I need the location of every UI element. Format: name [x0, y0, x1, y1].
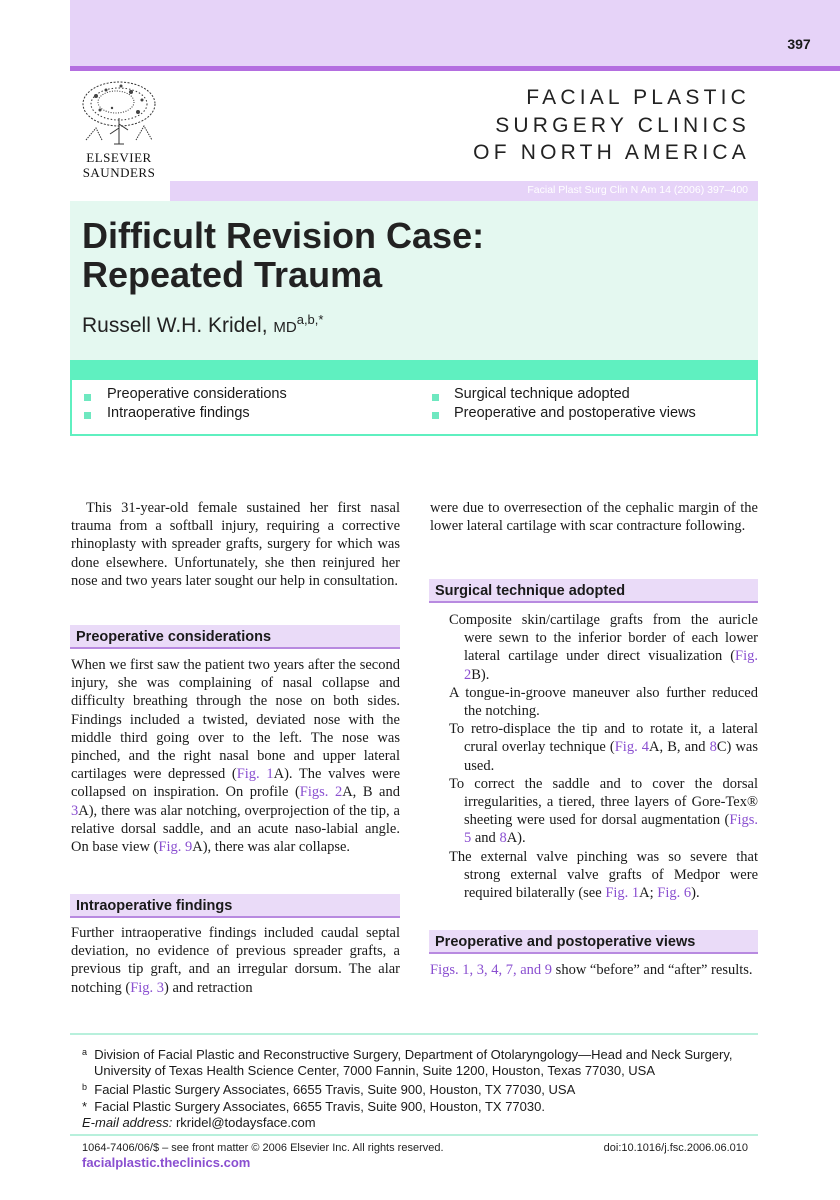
text-run: When we first saw the patient two years after the second injury, she was complaining of nasal collapse and difficulty breathing through the nose on both sides. Findings included a twisted, deviated nose with the middle third going over to the left. The nose was pinched, and the right nasal bone and upper lateral cartilages were depressed (	[71, 657, 400, 783]
text-run: B).	[471, 666, 490, 683]
publisher-wordmark	[74, 150, 164, 180]
email-label: E-mail address:	[82, 1114, 173, 1130]
text-run: ) and retraction	[164, 979, 253, 996]
figure-link[interactable]: Fig. 1	[605, 885, 640, 902]
title-line: Repeated Trauma	[82, 254, 383, 295]
footnote-affiliation-a	[82, 1044, 750, 1079]
journal-name-line: SURGERY CLINICS	[495, 113, 750, 137]
intro-paragraph	[71, 499, 400, 590]
section-heading-preoperative: Preoperative considerations	[70, 625, 400, 649]
bullet-icon	[84, 412, 91, 419]
author-line	[82, 312, 582, 338]
text-run: A).	[506, 830, 526, 847]
bullet-icon	[432, 412, 439, 419]
publisher-line-saunders: SAUNDERS	[82, 165, 156, 180]
views-paragraph	[430, 961, 758, 979]
footnote-text: Facial Plastic Surgery Associates, 6655 Travis, Suite 900, Houston, TX 77030.	[94, 1098, 545, 1114]
bullet-icon	[432, 394, 439, 401]
figure-link[interactable]: Fig. 4	[614, 739, 650, 756]
article-outline	[70, 380, 758, 436]
figure-link[interactable]: 8	[499, 830, 507, 847]
paragraph	[430, 961, 758, 979]
section-heading-technique: Surgical technique adopted	[429, 579, 758, 603]
author-name: Russell W.H. Kridel,	[82, 314, 268, 337]
figure-link[interactable]: 3	[71, 802, 79, 819]
text-run: Composite skin/cartilage grafts from the auricle were sewn to the inferior border of each lower lateral cartilage under direct visualization (	[449, 612, 758, 665]
text-run: A tongue-in-groove maneuver also further reduced the notching.	[449, 684, 758, 720]
text-run: Further intraoperative findings included caudal septal deviation, no evidence of previous spreader grafts, a previous tip graft, and an irregular dorsum. The alar notching (	[71, 925, 400, 996]
text-run: A;	[639, 885, 658, 902]
figure-link[interactable]: Figs. 2	[299, 784, 343, 801]
paragraph	[71, 656, 400, 856]
footnote-mark: b	[82, 1082, 88, 1093]
text-run: show “before” and “after” results.	[552, 962, 753, 978]
technique-list	[449, 611, 758, 902]
journal-citation: Facial Plast Surg Clin N Am 14 (2006) 397–400	[527, 184, 748, 196]
technique-item	[449, 684, 758, 720]
footer-rule	[70, 1134, 758, 1136]
text-run: To correct the saddle and to cover the dorsal irregularities, a tiered, three layers of Gore-Tex® sheeting were used for dorsal augmentation (	[449, 775, 758, 829]
figure-link[interactable]: 8	[709, 739, 717, 756]
figure-link[interactable]: Fig. 6	[657, 885, 692, 902]
bullet-icon	[84, 394, 91, 401]
text-run: and	[471, 830, 500, 847]
header-rule	[70, 66, 840, 71]
journal-site-link[interactable]: facialplastic.theclinics.com	[82, 1155, 251, 1170]
continued-paragraph	[430, 499, 758, 535]
text-run: The external valve pinching was so severe that strong external valve grafts of Medpor were required bilaterally (see	[449, 848, 758, 902]
outline-item-technique[interactable]: Surgical technique adopted	[454, 386, 630, 402]
text-run: A, B, and	[649, 739, 710, 756]
text-run: A), there was alar collapse.	[192, 839, 351, 856]
author-affiliation-marks: a,b,*	[296, 312, 324, 327]
publisher-line-elsevier: ELSEVIER	[86, 150, 152, 165]
article-title	[82, 216, 722, 294]
figure-link[interactable]: Fig. 1	[236, 766, 274, 783]
paragraph: This 31-year-old female sustained her first nasal trauma from a softball injury, requiring a corrective rhinoplasty with spreader grafts, surgery for which was done elsewhere. Unfortunately, she then reinjured her nose and two years later sought our help in consultation.	[71, 500, 400, 589]
preoperative-paragraph	[71, 656, 400, 856]
copyright-notice: 1064-7406/06/$ – see front matter © 2006 Elsevier Inc. All rights reserved.	[82, 1142, 444, 1154]
title-line: Difficult Revision Case:	[82, 215, 485, 256]
text-run: To retro-displace the tip and to rotate it, a lateral crural overlay technique (	[449, 721, 758, 756]
figure-link[interactable]: Figs. 5	[464, 812, 758, 847]
figure-link[interactable]: Figs. 1, 3, 4, 7, and 9	[430, 962, 553, 978]
section-heading-views: Preoperative and postoperative views	[429, 930, 758, 954]
footnote-mark: a	[82, 1047, 88, 1057]
text-run: C) was used.	[464, 739, 759, 774]
technique-item	[449, 775, 758, 848]
text-run: A), there was alar notching, overprojection of the tip, a relative dorsal saddle, and an acute naso-labial angle. On base view (	[71, 802, 400, 856]
intraoperative-paragraph	[71, 924, 400, 997]
journal-name	[400, 84, 750, 167]
footnote-affiliation-b	[82, 1079, 750, 1098]
journal-name-line: OF NORTH AMERICA	[473, 141, 750, 164]
doi[interactable]: doi:10.1016/j.fsc.2006.06.010	[603, 1142, 748, 1154]
footnote-mark: *	[82, 1098, 88, 1114]
author-degree: MD	[273, 319, 297, 336]
footnote-text: Division of Facial Plastic and Reconstructive Surgery, Department of Otolaryngology—Head and Neck Surgery, University of Texas Health Science Center, 7000 Fannin, Suite 1200, Houston, Texas 77030, USA	[94, 1047, 733, 1079]
outline-item-intraoperative[interactable]: Intraoperative findings	[107, 405, 250, 421]
footnote-email	[82, 1115, 750, 1131]
text-run: A). The valves were collapsed on inspiration. On profile (	[71, 766, 401, 801]
technique-item	[449, 611, 758, 684]
figure-link[interactable]: Fig. 9	[158, 839, 193, 856]
outline-item-views[interactable]: Preoperative and postoperative views	[454, 405, 696, 421]
header-band	[70, 0, 758, 66]
email-link[interactable]: rkridel@todaysface.com	[175, 1114, 316, 1130]
footnotes	[82, 1044, 750, 1131]
figure-link[interactable]: Fig. 2	[464, 648, 758, 683]
paragraph: were due to overresection of the cephalic margin of the lower lateral cartilage with scar contracture following.	[430, 500, 758, 535]
technique-item	[449, 848, 758, 903]
page-number-tab	[758, 0, 840, 66]
text-run: A, B and	[342, 784, 400, 801]
page-number: 397	[787, 36, 811, 52]
footnote-rule	[70, 1033, 758, 1035]
figure-link[interactable]: Fig. 3	[130, 979, 165, 996]
technique-item	[449, 720, 758, 775]
paragraph	[71, 924, 400, 997]
journal-name-line: FACIAL PLASTIC	[526, 86, 750, 109]
outline-header-bar	[70, 360, 758, 380]
section-heading-intraoperative: Intraoperative findings	[70, 894, 400, 918]
outline-item-preoperative[interactable]: Preoperative considerations	[107, 386, 287, 402]
text-run: ).	[691, 885, 700, 902]
footnote-text: Facial Plastic Surgery Associates, 6655 Travis, Suite 900, Houston, TX 77030, USA	[94, 1082, 576, 1098]
footnote-corresponding	[82, 1099, 750, 1115]
